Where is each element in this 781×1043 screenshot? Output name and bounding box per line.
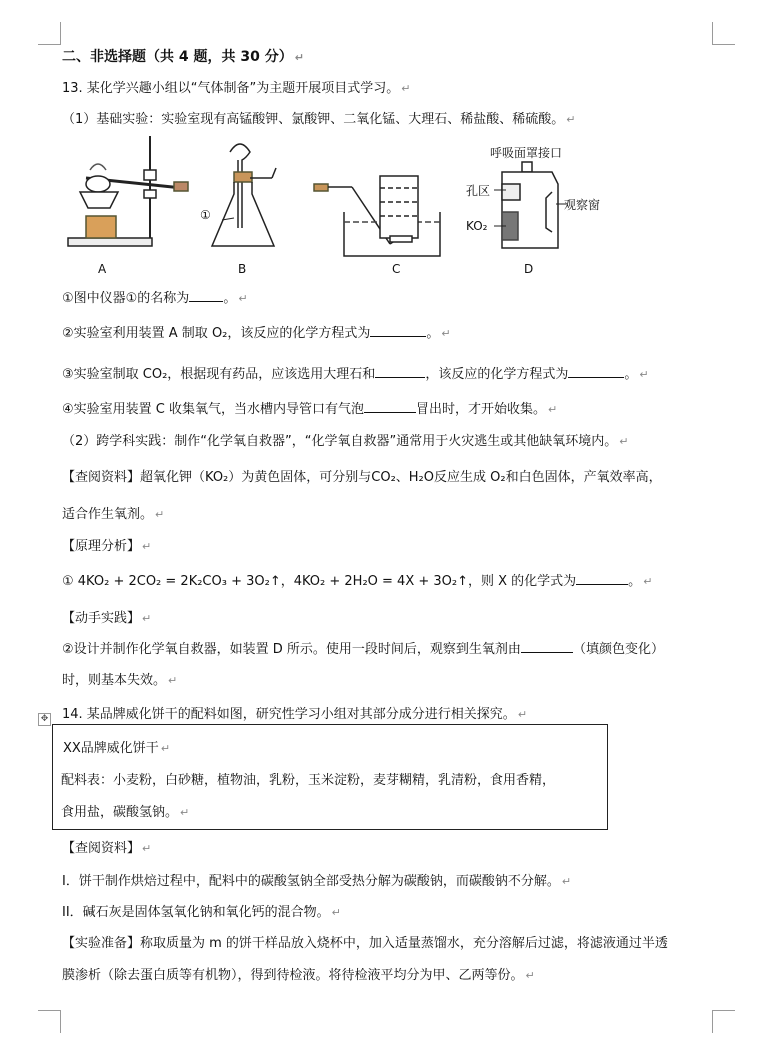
apparatus-a [68, 136, 188, 246]
ingredient-list-line-2: 食用盐，碳酸氢钠。 ↵ [61, 805, 190, 820]
figure-d-window-label: 观察窗 [564, 198, 601, 212]
ingredient-box-title: XX品牌威化饼干 ↵ [63, 741, 171, 756]
figure-label-b: B [238, 262, 247, 276]
apparatus-c [314, 176, 440, 256]
crop-mark-bottom-right [712, 1010, 735, 1033]
figure-d-hole-label: 孔区 [466, 184, 491, 198]
q14-preparation-1: 【实验准备】称取质量为 m 的饼干样品放入烧杯中，加入适量蒸馏水，充分溶解后过滤，将滤液通过半透 [62, 936, 668, 951]
figure-label-c: C [392, 262, 401, 276]
q13-sub2: ②实验室利用装置 A 制取 O₂，该反应的化学方程式为 。 ↵ [62, 326, 451, 341]
crop-mark-top-left [38, 22, 61, 45]
table-move-handle-icon[interactable]: ✥ [38, 713, 51, 726]
q13-principle-title: 【原理分析】 ↵ [62, 539, 152, 554]
crop-mark-top-right [712, 22, 735, 45]
section-title: 二、非选择题（共 4 题，共 30 分） ↵ [62, 49, 304, 65]
q13-reference-2: 适合作生氧剂。 ↵ [62, 507, 165, 522]
q13-part1: （1）基础实验：实验室现有高锰酸钾、氯酸钾、二氧化锰、大理石、稀盐酸、稀硫酸。 ↵ [62, 112, 576, 127]
q13-sub3: ③实验室制取 CO₂，根据现有药品，应该选用大理石和 ，该反应的化学方程式为 。 ↵ [62, 367, 649, 382]
ingredient-box [52, 724, 608, 830]
q14-reference-i: I．饼干制作烘焙过程中，配料中的碳酸氢钠全部受热分解为碳酸钠，而碳酸钠不分解。 ↵ [62, 874, 572, 889]
figure-d-mask-port-label: 呼吸面罩接口 [490, 146, 563, 160]
q13-reference-1: 【查阅资料】超氧化钾（KO₂）为黄色固体，可分别与CO₂、H₂O反应生成 O₂和白色固体，产氧效率高， [62, 470, 662, 485]
q14-intro: 14. 某品牌威化饼干的配料如图，研究性学习小组对其部分成分进行相关探究。 ↵ [62, 707, 528, 722]
figure-b-marker: ① [200, 208, 211, 222]
apparatus-figure [62, 132, 622, 280]
figure-label-a: A [98, 262, 107, 276]
q13-sub4: ④实验室用装置 C 收集氧气，当水槽内导管口有气泡 冒出时，才开始收集。 ↵ [62, 402, 558, 417]
q14-reference-title: 【查阅资料】 ↵ [62, 841, 152, 856]
q13-intro: 13. 某化学兴趣小组以“气体制备”为主题开展项目式学习。 ↵ [62, 81, 411, 96]
q13-equation: ① 4KO₂ + 2CO₂ = 2K₂CO₃ + 3O₂↑，4KO₂ + 2H₂O = 4X + 3O₂↑，则 X 的化学式为 。 ↵ [62, 574, 653, 589]
q13-design-2: 时，则基本失效。 ↵ [62, 673, 178, 688]
q14-preparation-2: 膜渗析（除去蛋白质等有机物），得到待检液。将待检液平均分为甲、乙两等份。 ↵ [62, 968, 535, 983]
crop-mark-bottom-left [38, 1010, 61, 1033]
q13-practice-title: 【动手实践】 ↵ [62, 611, 152, 626]
apparatus-d [494, 162, 566, 248]
q13-design: ②设计并制作化学氧自救器，如装置 D 所示。使用一段时间后，观察到生氧剂由 （填颜色变化） [62, 642, 664, 657]
ingredient-list-line-1: 配料表：小麦粉，白砂糖，植物油，乳粉，玉米淀粉，麦芽糊精，乳清粉，食用香精， [61, 773, 556, 788]
figure-label-d: D [524, 262, 534, 276]
figure-d-ko2-label: KO₂ [466, 219, 488, 233]
q13-sub1: ①图中仪器①的名称为 。 ↵ [62, 291, 248, 306]
apparatus-b [212, 144, 276, 246]
q13-part2: （2）跨学科实践：制作“化学氧自救器”，“化学氧自救器”通常用于火灾逃生或其他缺氧环境内。 ↵ [62, 434, 629, 449]
q14-reference-ii: II．碱石灰是固体氢氧化钠和氧化钙的混合物。 ↵ [62, 905, 341, 920]
